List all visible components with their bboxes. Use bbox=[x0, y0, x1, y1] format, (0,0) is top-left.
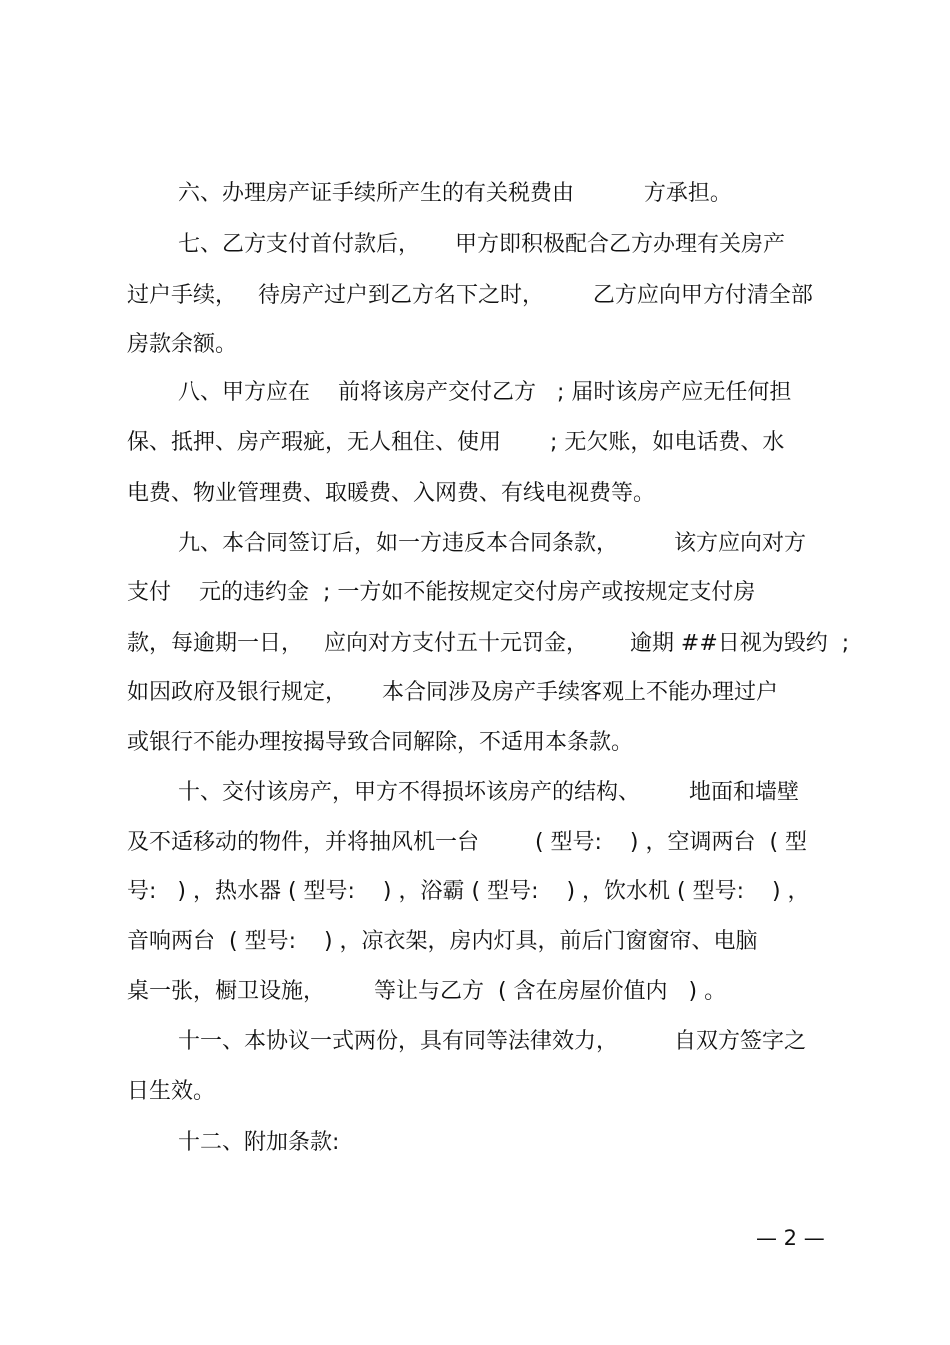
clause-7-line-2: 过户手续， 待房产过户到乙方名下之时， 乙方应向甲方付清全部 bbox=[127, 283, 813, 308]
page-number: — 2 — bbox=[756, 1226, 825, 1250]
clause-9-line-2: 支付 元的违约金 ; 一方如不能按规定交付房产或按规定支付房 bbox=[127, 580, 756, 605]
clause-12-line-1: 十二、附加条款: bbox=[178, 1130, 340, 1155]
clause-10-line-4: 音响两台 ( 型号: ) ，凉衣架，房内灯具，前后门窗窗帘、电脑 bbox=[127, 929, 758, 954]
clause-11-line-1: 十一、本协议一式两份，具有同等法律效力， 自双方签字之 bbox=[178, 1029, 806, 1054]
clause-9-line-3: 款，每逾期一日， 应向对方支付五十元罚金， 逾期 ##日视为毁约 ; bbox=[127, 631, 850, 656]
clause-9-line-1: 九、本合同签订后，如一方违反本合同条款， 该方应向对方 bbox=[178, 531, 806, 556]
clause-9-line-4: 如因政府及银行规定， 本合同涉及房产手续客观上不能办理过户 bbox=[127, 680, 778, 705]
clause-10-line-3: 号: ) ，热水器 ( 型号: ) ，浴霸 ( 型号: ) ，饮水机 ( 型号: ) ， bbox=[127, 879, 810, 904]
clause-10-line-5: 桌一张，橱卫设施， 等让与乙方 ( 含在房屋价值内 ) 。 bbox=[127, 979, 727, 1004]
clause-7-line-1: 七、乙方支付首付款后， 甲方即积极配合乙方办理有关房产 bbox=[178, 232, 785, 257]
clause-8-line-1: 八、甲方应在 前将该房产交付乙方 ; 届时该房产应无任何担 bbox=[178, 380, 792, 405]
clause-7-line-3: 房款余额。 bbox=[127, 332, 238, 357]
clause-11-line-2: 日生效。 bbox=[127, 1079, 216, 1104]
clause-8-line-2: 保、抵押、房产瑕疵，无人租住、使用 ; 无欠账，如电话费、水 bbox=[127, 430, 785, 455]
clause-9-line-5: 或银行不能办理按揭导致合同解除，不适用本条款。 bbox=[127, 730, 634, 755]
clause-8-line-3: 电费、物业管理费、取暖费、入网费、有线电视费等。 bbox=[127, 481, 656, 506]
clause-10-line-1: 十、交付该房产，甲方不得损坏该房产的结构、 地面和墙壁 bbox=[178, 780, 799, 805]
clause-6-line-1: 六、办理房产证手续所产生的有关税费由 方承担。 bbox=[178, 181, 732, 206]
clause-10-line-2: 及不适移动的物件，并将抽风机一台 ( 型号: ) ，空调两台 ( 型 bbox=[127, 830, 808, 855]
